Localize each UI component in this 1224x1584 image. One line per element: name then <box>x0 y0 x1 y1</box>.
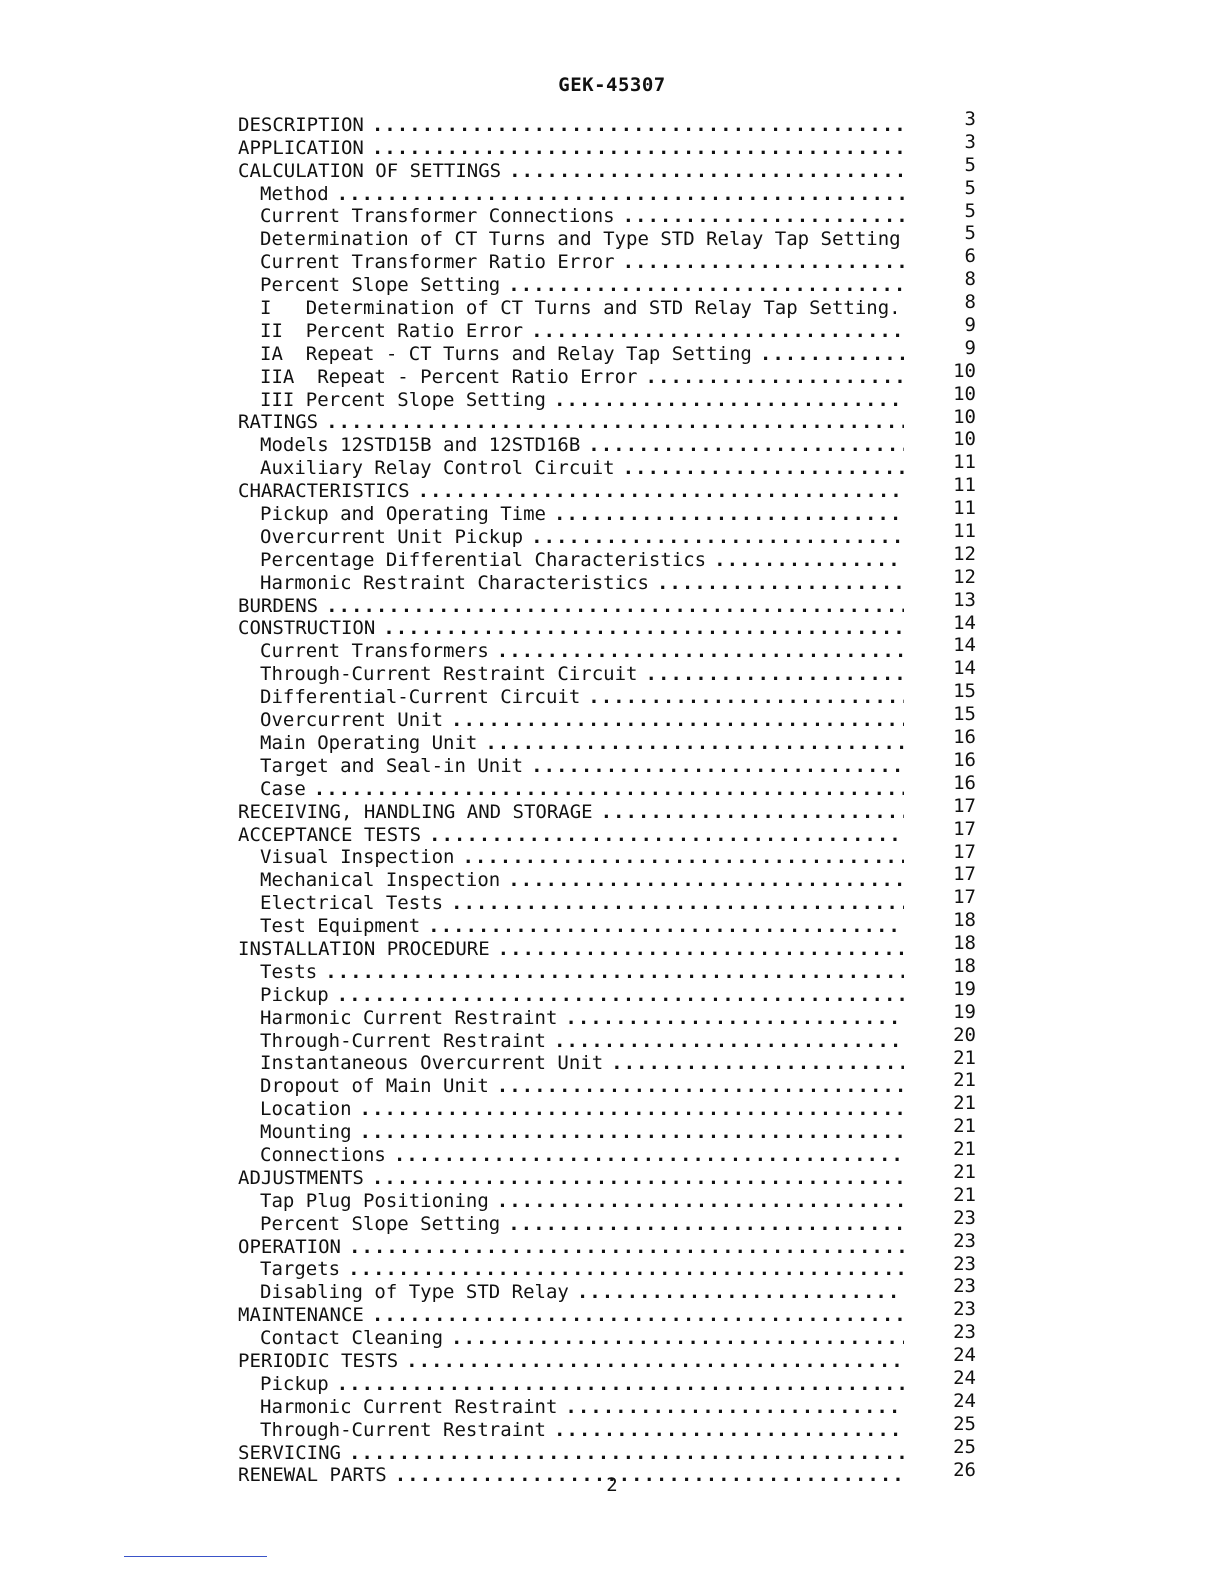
toc-entry <box>238 1206 976 1235</box>
dot-leader <box>646 664 905 685</box>
toc-entry-text <box>238 1443 976 1464</box>
toc-entry <box>238 130 976 159</box>
dot-leader <box>565 1397 904 1418</box>
toc-entry-title: III Percent Slope Setting <box>260 389 546 411</box>
toc-entry-title: RECEIVING, HANDLING AND STORAGE <box>238 801 593 823</box>
toc-entry-page: 17 <box>953 863 976 886</box>
toc-entry-page: 11 <box>953 474 976 497</box>
toc-entry-title: Tests <box>260 961 318 983</box>
toc-entry-text <box>238 1053 976 1074</box>
toc-entry-title: SERVICING <box>238 1442 341 1464</box>
toc-entry-text <box>238 1351 976 1372</box>
toc-entry-text <box>238 504 976 525</box>
toc-entry-page: 6 <box>964 245 976 268</box>
dot-leader <box>325 962 904 983</box>
toc-entry-title: Contact Cleaning <box>260 1328 444 1350</box>
dot-leader <box>372 115 904 136</box>
toc-entry-page: 23 <box>953 1229 976 1252</box>
toc-entry-text <box>238 298 976 319</box>
toc-entry-text <box>238 573 976 594</box>
toc-entry <box>238 1298 976 1327</box>
toc-entry-title: Mechanical Inspection <box>260 870 501 892</box>
toc-entry <box>238 726 976 754</box>
toc-entry-title: Pickup <box>260 1373 329 1395</box>
toc-entry-page: 21 <box>953 1069 976 1092</box>
dot-leader <box>623 206 904 227</box>
dot-leader <box>588 687 904 708</box>
toc-entry-page: 18 <box>953 932 976 955</box>
dot-leader <box>428 916 904 937</box>
toc-entry-text <box>238 1145 976 1166</box>
dot-leader <box>429 825 904 846</box>
toc-entry-text <box>238 1122 976 1143</box>
dot-leader <box>485 733 904 754</box>
toc-entry-title: Pickup and Operating Time <box>260 504 546 526</box>
dot-leader <box>348 1259 904 1280</box>
toc-entry <box>238 108 976 136</box>
toc-entry-page: 19 <box>953 1000 976 1023</box>
toc-entry <box>238 1366 976 1395</box>
toc-entry-title: Through-Current Restraint Circuit <box>260 664 638 686</box>
toc-entry <box>238 153 976 182</box>
toc-entry-title: I Determination of CT Turns and STD Relay Tap Setting. <box>260 298 901 320</box>
toc-entry-title: Instantaneous Overcurrent Unit <box>260 1053 604 1075</box>
toc-entry-title: Auxiliary Relay Control Circuit <box>260 458 615 480</box>
dot-leader <box>508 1214 904 1235</box>
toc-entry-page: 26 <box>953 1458 976 1481</box>
toc-entry-text <box>238 596 976 617</box>
toc-entry <box>238 245 976 274</box>
toc-entry-text <box>238 962 976 983</box>
toc-entry-title: Dropout of Main Unit <box>260 1076 489 1098</box>
toc-entry-page: 18 <box>953 954 976 977</box>
toc-entry-page: 24 <box>953 1344 976 1367</box>
dot-leader <box>372 1305 904 1326</box>
toc-entry-page: 14 <box>953 634 976 657</box>
toc-entry-page: 3 <box>964 130 976 153</box>
toc-entry <box>238 748 976 777</box>
toc-entry-text <box>238 1282 976 1303</box>
toc-entry-page: 9 <box>964 314 976 337</box>
dot-leader <box>360 1099 904 1120</box>
toc-entry <box>238 909 976 938</box>
toc-entry-text <box>238 229 976 250</box>
toc-entry-page: 23 <box>953 1252 976 1275</box>
toc-entry-title: ACCEPTANCE TESTS <box>238 824 422 846</box>
table-of-contents <box>238 108 976 1487</box>
toc-entry-title: Case <box>260 778 306 800</box>
toc-entry-title: Method <box>260 183 329 205</box>
toc-entry <box>238 199 976 228</box>
dot-leader <box>623 252 904 273</box>
toc-entry-title: Harmonic Current Restraint <box>260 1007 558 1029</box>
toc-entry-text <box>238 206 976 227</box>
page-number: 2 <box>606 1474 618 1496</box>
toc-entry <box>238 954 976 983</box>
toc-entry-text <box>238 390 976 411</box>
toc-entry-page: 14 <box>953 611 976 634</box>
toc-entry <box>238 359 976 388</box>
toc-entry-text <box>238 1031 976 1052</box>
toc-entry-title: Through-Current Restraint <box>260 1030 546 1052</box>
toc-entry-text <box>238 779 976 800</box>
toc-entry <box>238 1092 976 1121</box>
toc-entry-page: 17 <box>953 886 976 909</box>
toc-entry-page: 13 <box>953 588 976 611</box>
dot-leader <box>451 893 904 914</box>
dot-leader <box>349 1443 904 1464</box>
dot-leader <box>577 1282 904 1303</box>
toc-entry <box>238 1046 976 1075</box>
toc-entry <box>238 886 976 915</box>
dot-leader <box>372 1168 904 1189</box>
toc-entry-text <box>238 1076 976 1097</box>
toc-entry <box>238 588 976 617</box>
toc-entry <box>238 405 976 434</box>
toc-entry <box>238 336 976 365</box>
toc-entry-text <box>238 1168 976 1189</box>
toc-entry <box>238 680 976 709</box>
toc-entry <box>238 497 976 526</box>
toc-entry <box>238 565 976 594</box>
toc-entry-text <box>238 550 976 571</box>
toc-entry-page: 5 <box>964 176 976 199</box>
toc-entry-text <box>238 847 976 868</box>
toc-entry <box>238 382 976 411</box>
toc-entry-page: 8 <box>964 268 976 291</box>
toc-entry-page: 21 <box>953 1138 976 1161</box>
toc-entry <box>238 1321 976 1350</box>
toc-entry-page: 10 <box>953 359 976 382</box>
toc-entry-text <box>238 893 976 914</box>
toc-entry <box>238 611 976 640</box>
dot-leader <box>349 1237 904 1258</box>
toc-entry-page: 11 <box>953 451 976 474</box>
toc-entry-page: 12 <box>953 565 976 588</box>
dot-leader <box>360 1122 904 1143</box>
toc-entry-page: 5 <box>964 199 976 222</box>
toc-entry-page: 10 <box>953 428 976 451</box>
toc-entry <box>238 291 976 320</box>
toc-entry-page: 20 <box>953 1023 976 1046</box>
toc-entry <box>238 1389 976 1418</box>
toc-entry <box>238 1229 976 1258</box>
dot-leader <box>531 321 904 342</box>
toc-entry <box>238 1138 976 1166</box>
dot-leader <box>588 435 904 456</box>
dot-leader <box>714 550 904 571</box>
toc-entry <box>238 1275 976 1304</box>
toc-entry-page: 11 <box>953 520 976 543</box>
toc-entry <box>238 176 976 205</box>
toc-entry-title: PERIODIC TESTS <box>238 1350 399 1372</box>
toc-entry-text <box>238 275 976 296</box>
toc-entry-page: 16 <box>953 748 976 771</box>
toc-entry <box>238 1344 976 1372</box>
dot-leader <box>554 390 904 411</box>
toc-entry <box>238 520 976 548</box>
dot-leader <box>497 641 904 662</box>
dot-leader <box>623 458 904 479</box>
toc-entry-page: 14 <box>953 657 976 680</box>
toc-entry-text <box>238 939 976 960</box>
toc-entry-title: Overcurrent Unit <box>260 710 444 732</box>
toc-entry-page: 10 <box>953 405 976 428</box>
toc-entry-text <box>238 870 976 891</box>
toc-entry-text <box>238 138 976 159</box>
toc-entry-page: 24 <box>953 1389 976 1412</box>
toc-entry-text <box>238 1008 976 1029</box>
toc-entry-title: Target and Seal-in Unit <box>260 755 524 777</box>
toc-entry <box>238 771 976 800</box>
toc-entry-title: Percent Slope Setting <box>260 1213 501 1235</box>
toc-entry-text <box>238 1420 976 1441</box>
toc-entry-text <box>238 1214 976 1235</box>
toc-entry <box>238 1160 976 1189</box>
toc-entry-title: Current Transformers <box>260 641 489 663</box>
dot-leader <box>657 573 904 594</box>
toc-entry-page: 19 <box>953 977 976 1000</box>
toc-entry-text <box>238 412 976 433</box>
toc-entry <box>238 222 976 251</box>
toc-entry-text <box>238 161 976 182</box>
toc-entry-text <box>238 458 976 479</box>
toc-entry <box>238 794 976 823</box>
toc-entry-title: DESCRIPTION <box>238 114 364 136</box>
dot-leader <box>565 1008 904 1029</box>
toc-entry-title: Mounting <box>260 1122 352 1144</box>
toc-entry-text <box>238 1328 976 1349</box>
toc-entry <box>238 474 976 503</box>
dot-leader <box>394 1145 904 1166</box>
dot-leader <box>497 1076 904 1097</box>
toc-entry <box>238 314 976 342</box>
toc-entry-title: CHARACTERISTICS <box>238 481 410 503</box>
toc-entry-page: 10 <box>953 382 976 405</box>
toc-entry-text <box>238 825 976 846</box>
toc-entry-title: BURDENS <box>238 595 319 617</box>
dot-leader <box>646 367 905 388</box>
toc-entry-page: 23 <box>953 1298 976 1321</box>
toc-entry-text <box>238 344 976 365</box>
toc-entry-title: Visual Inspection <box>260 847 455 869</box>
toc-entry-title: Models 12STD15B and 12STD16B <box>260 435 581 457</box>
toc-entry-text <box>238 184 976 205</box>
toc-entry-page: 25 <box>953 1435 976 1458</box>
toc-entry-title: Disabling of Type STD Relay <box>260 1282 569 1304</box>
dot-leader <box>451 710 904 731</box>
toc-entry-page: 3 <box>964 108 976 130</box>
toc-entry-title: CALCULATION OF SETTINGS <box>238 160 502 182</box>
dot-leader <box>406 1351 904 1372</box>
toc-entry-text <box>238 916 976 937</box>
toc-entry <box>238 1000 976 1029</box>
dot-leader <box>337 1374 904 1395</box>
toc-entry <box>238 1069 976 1098</box>
toc-entry-title: Differential-Current Circuit <box>260 687 581 709</box>
toc-entry-title: Harmonic Current Restraint <box>260 1396 558 1418</box>
toc-entry-title: INSTALLATION PROCEDURE <box>238 938 490 960</box>
toc-entry-text <box>238 435 976 456</box>
toc-entry <box>238 817 976 846</box>
toc-entry <box>238 1252 976 1281</box>
toc-entry-page: 21 <box>953 1092 976 1115</box>
toc-entry <box>238 863 976 892</box>
toc-entry-text <box>238 1259 976 1280</box>
toc-entry-text <box>238 481 976 502</box>
toc-entry-title: MAINTENANCE <box>238 1305 364 1327</box>
toc-entry-page: 17 <box>953 794 976 817</box>
toc-entry-text <box>238 367 976 388</box>
toc-entry-text <box>238 1397 976 1418</box>
toc-entry-title: RENEWAL PARTS <box>238 1465 387 1487</box>
toc-entry <box>238 977 976 1006</box>
toc-entry-text <box>238 1374 976 1395</box>
toc-entry-page: 23 <box>953 1321 976 1344</box>
toc-entry-page: 5 <box>964 153 976 176</box>
toc-entry-text <box>238 1099 976 1120</box>
toc-entry-title: Tap Plug Positioning <box>260 1190 489 1212</box>
dot-leader <box>554 1031 904 1052</box>
toc-entry-title: Electrical Tests <box>260 893 444 915</box>
toc-entry-text <box>238 1191 976 1212</box>
dot-leader <box>509 161 904 182</box>
toc-entry-page: 12 <box>953 542 976 565</box>
toc-entry-title: ADJUSTMENTS <box>238 1167 364 1189</box>
document-number: GEK-45307 <box>558 74 666 96</box>
dot-leader <box>760 344 904 365</box>
toc-entry-title: Test Equipment <box>260 916 421 938</box>
toc-entry-title: II Percent Ratio Error <box>260 320 524 342</box>
dot-leader <box>497 1191 904 1212</box>
toc-entry-title: Overcurrent Unit Pickup <box>260 526 524 548</box>
toc-entry-text <box>238 115 976 136</box>
dot-leader <box>508 870 904 891</box>
dot-leader <box>611 1053 904 1074</box>
dot-leader <box>451 1328 904 1349</box>
toc-entry <box>238 634 976 663</box>
toc-entry-page: 21 <box>953 1183 976 1206</box>
toc-entry-page: 9 <box>964 336 976 359</box>
toc-entry <box>238 657 976 686</box>
toc-entry-page: 15 <box>953 703 976 726</box>
toc-entry-page: 24 <box>953 1366 976 1389</box>
toc-entry <box>238 932 976 960</box>
toc-entry <box>238 268 976 297</box>
toc-entry-title: Pickup <box>260 984 329 1006</box>
toc-entry-title: Through-Current Restraint <box>260 1419 546 1441</box>
toc-entry-page: 8 <box>964 291 976 314</box>
dot-leader <box>498 939 904 960</box>
toc-entry <box>238 428 976 457</box>
toc-entry-text <box>238 252 976 273</box>
toc-entry-page: 21 <box>953 1115 976 1138</box>
toc-entry-title: Location <box>260 1099 352 1121</box>
dot-leader <box>372 138 904 159</box>
toc-entry <box>238 1023 976 1052</box>
toc-entry-title: Current Transformer Connections <box>260 206 615 228</box>
toc-entry-text <box>238 1237 976 1258</box>
toc-entry-page: 17 <box>953 817 976 840</box>
toc-entry-page: 23 <box>953 1275 976 1298</box>
toc-entry-text <box>238 618 976 639</box>
toc-entry-title: Percentage Differential Characteristics <box>260 549 707 571</box>
toc-entry-title: Targets <box>260 1259 341 1281</box>
toc-entry <box>238 840 976 869</box>
toc-entry-page: 16 <box>953 771 976 794</box>
toc-entry-page: 15 <box>953 680 976 703</box>
toc-entry <box>238 703 976 732</box>
toc-entry-title: OPERATION <box>238 1236 341 1258</box>
toc-entry-title: Determination of CT Turns and Type STD Relay Tap Setting <box>260 229 901 251</box>
toc-entry <box>238 542 976 571</box>
toc-entry-page: 5 <box>964 222 976 245</box>
toc-entry-text <box>238 664 976 685</box>
dot-leader <box>554 504 904 525</box>
toc-entry-title: CONSTRUCTION <box>238 618 376 640</box>
toc-entry <box>238 1412 976 1441</box>
footnote-rule <box>124 1556 267 1557</box>
dot-leader <box>326 412 904 433</box>
toc-entry-page: 16 <box>953 726 976 749</box>
toc-entry-title: RATINGS <box>238 412 319 434</box>
toc-entry <box>238 1435 976 1464</box>
dot-leader <box>601 802 904 823</box>
dot-leader <box>314 779 904 800</box>
toc-entry-title: Current Transformer Ratio Error <box>260 252 615 274</box>
toc-entry-title: IA Repeat - CT Turns and Relay Tap Setting <box>260 343 752 365</box>
dot-leader <box>554 1420 904 1441</box>
toc-entry-text <box>238 687 976 708</box>
dot-leader <box>418 481 904 502</box>
toc-entry-title: Percent Slope Setting <box>260 275 501 297</box>
toc-entry-text <box>238 321 976 342</box>
toc-entry-title: Connections <box>260 1144 386 1166</box>
toc-entry-page: 21 <box>953 1160 976 1183</box>
toc-entry-page: 25 <box>953 1412 976 1435</box>
toc-entry-text <box>238 802 976 823</box>
dot-leader <box>508 275 904 296</box>
dot-leader <box>383 618 904 639</box>
toc-entry-page: 18 <box>953 909 976 932</box>
toc-entry-page: 21 <box>953 1046 976 1069</box>
toc-entry-title: Main Operating Unit <box>260 732 478 754</box>
dot-leader <box>531 756 904 777</box>
dot-leader <box>531 527 904 548</box>
toc-entry-title: Harmonic Restraint Characteristics <box>260 572 649 594</box>
toc-entry <box>238 1183 976 1212</box>
toc-entry-text <box>238 641 976 662</box>
toc-entry-page: 11 <box>953 497 976 520</box>
toc-entry-text <box>238 985 976 1006</box>
dot-leader <box>462 847 904 868</box>
toc-entry-title: IIA Repeat - Percent Ratio Error <box>260 366 638 388</box>
toc-entry <box>238 1115 976 1144</box>
dot-leader <box>326 596 904 617</box>
toc-entry-text <box>238 527 976 548</box>
toc-entry-page: 17 <box>953 840 976 863</box>
dot-leader <box>337 985 904 1006</box>
toc-entry-page: 23 <box>953 1206 976 1229</box>
toc-entry <box>238 451 976 480</box>
toc-entry-text <box>238 756 976 777</box>
toc-entry-title: APPLICATION <box>238 137 364 159</box>
toc-entry-text <box>238 710 976 731</box>
toc-entry-text <box>238 1305 976 1326</box>
toc-entry-text <box>238 733 976 754</box>
dot-leader <box>337 184 904 205</box>
